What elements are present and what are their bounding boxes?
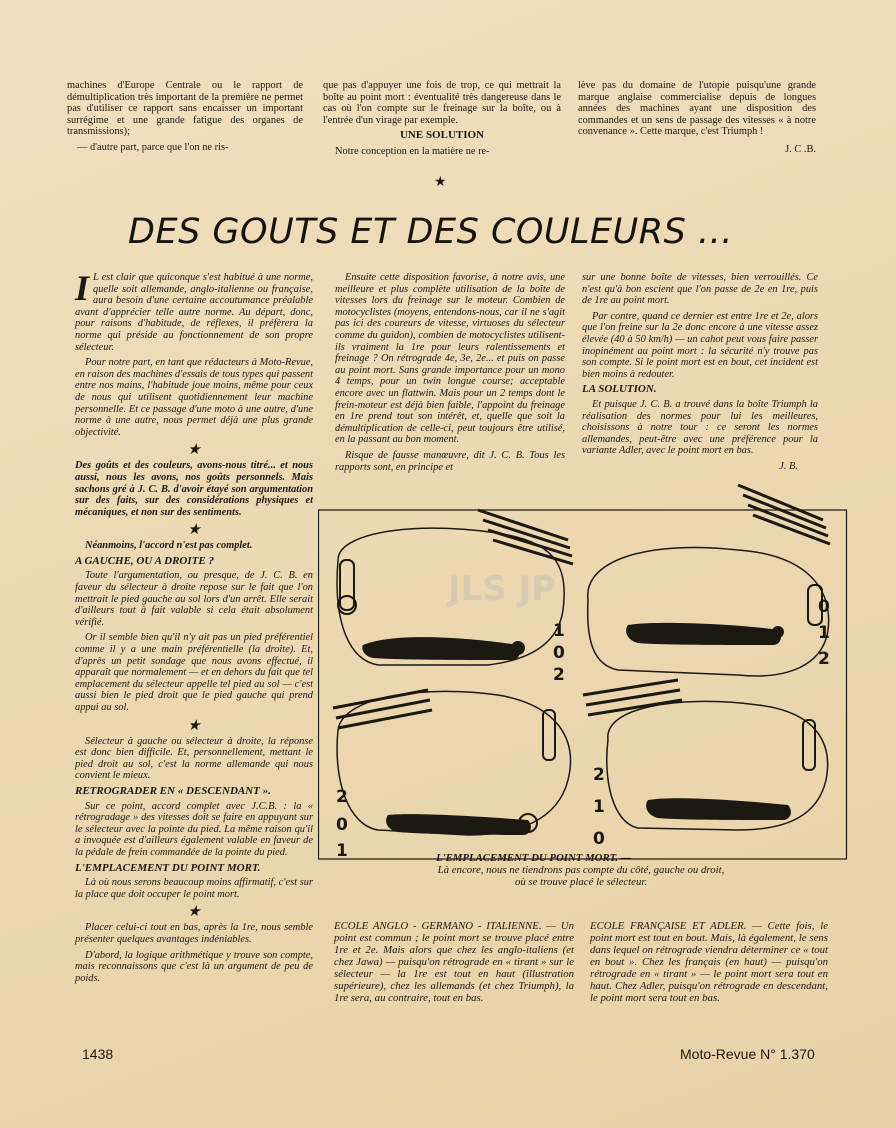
paragraph: Pour notre part, en tant que rédacteurs à Moto-Revue, en raison des machines d'essais de tous types qui passent entre nos mains, l'habitude joue moins, même pour ceux de nous qui utilisent quotidiennement leur machine personnelle. Et ce passage d'une moto à une autre, d'une norme à une autre, nous permet déjà une plus grande objectivité. [75, 357, 314, 438]
paragraph: Par contre, quand ce dernier est entre 1re et 2e, alors que l'on freine sur la 2e donc encore à une vitesse assez élevée (40 à 50 km/h) — un cahot peut vous faire passer inopinément au point mort : la sécurité n'y trouve pas son compte. Si le point mort est en bout, cet incident est bien moins à redouter. [582, 310, 818, 380]
section-heading: UNE SOLUTION [399, 129, 485, 142]
drop-cap: I [75, 268, 90, 308]
section-heading: RETROGRADER EN « DESCENDANT ». [75, 784, 271, 797]
paragraph: — d'autre part, parce que l'on ne ris- [77, 141, 229, 153]
magazine-issue: Moto-Revue N° 1.370 [680, 1046, 815, 1062]
paragraph-text: L est clair que quiconque s'est habitué à une norme, quelle soit allemande, anglo-italienne ou française, aura besoin d'une certaine accoutumance préalable avant d'apprécier telle autre norme. Au départ, donc, pour raisons d'habitude, de réflexes, il préfèrera la norme qui préside au fonctionnement de son propre sélecteur. [75, 272, 313, 353]
paragraph: Des goûts et des couleurs, avons-nous titré... et nous aussi, nous les avons, nos goûts personnels. Mais sachons gré à J. C. B. d'avoir étayé son argumentation sur des faits, sur des considérations physiques et mécaniques, et non sur des sentiments. [75, 460, 313, 518]
paragraph: Notre conception en la matière ne re- [335, 145, 490, 157]
gear-label-2: 2 [336, 787, 348, 807]
paragraph: sur une bonne boîte de vitesses, bien verrouillés. Ce n'est qu'à bon escient que l'on passe de 2e en 1re, puis de 1re au point mort. [582, 272, 818, 307]
paragraph: Sur ce point, accord complet avec J.C.B. : la « rétrogradage » des vitesses doit se faire en appuyant sur le sélecteur avec la pointe du pied. La même raison qu'il a invoquée est d'ailleurs également valable en faveur de la pédale de frein commandée de la pointe du pied. [75, 800, 313, 858]
gear-label-1: 1 [336, 841, 348, 860]
paragraph: que pas d'appuyer une fois de trop, ce qui mettrait la boîte au point mort : éventualité très dangereuse dans le cas où l'on compte sur le freinage sur la boîte, ou à l'entrée d'un virage par exemple. [323, 80, 561, 126]
paragraph: Or il semble bien qu'il n'y ait pas un pied préférentiel comme il y a une main préférentielle (la droite). Et, d'après un petit sondage que nous avons effectué, il apparaît que normalement — et en dehors du fait que tel emplacement du sélecteur appelle tel pied au sol — c'est aussi bien le pied droit que le pied gauche qui prend appui au sol. [75, 632, 313, 713]
gear-label-1: 1 [553, 621, 565, 641]
page-number: 1438 [82, 1046, 114, 1062]
paragraph: machines d'Europe Centrale ou le rapport de démultiplication très important de la première ne permet pas d'utiliser ce rapport sans encaisser un important surrégime et une grande fatigue des organes de transmissions); [67, 80, 303, 138]
signature: J. B. [779, 460, 798, 472]
paragraph: Et puisque J. C. B. a trouvé dans la boîte Triumph la réalisation des normes pour lui les meilleures, choisissons à notre tour : ce seront les normes allemandes, peut-être avec une préférence pour la variante Adler, avec le point mort en bas. [582, 398, 818, 457]
caption-anglo-germano-italienne: ECOLE ANGLO - GERMANO - ITALIENNE. — Un point est commun ; le point mort se trouve placé entre 1re et 2e. Mais alors que chez les anglo-italiens (et chez Jawa) — puisqu'on rétrograde en « tirant » sur le sélecteur — la 1re est tout en haut (illustration supérieure), chez les allemands (et chez Triumph), la 1re sera, au contraire, tout en bas. [334, 920, 574, 1004]
section-heading: A GAUCHE, OU A DROITE ? [75, 554, 214, 567]
section-heading: L'EMPLACEMENT DU POINT MORT. [75, 861, 261, 874]
article-column-middle [335, 272, 565, 477]
article-column-left [75, 268, 314, 988]
caption-text: Là encore, nous ne tiendrons pas compte du côté, gauche ou droit, où se trouve placé le sélecteur. [437, 864, 725, 888]
gear-label-0: 0 [553, 643, 565, 663]
star-ornament: ★ [187, 717, 201, 734]
paragraph: Sélecteur à gauche ou sélecteur à droite, la réponse est donc bien difficile. Et, personnellement, mettant le pied droit au sol, c'est la norme allemande qui nous convient le mieux. [75, 735, 313, 782]
section-heading: LA SOLUTION. [582, 383, 657, 396]
paragraph [75, 268, 313, 353]
article-column-right [582, 272, 818, 477]
top-column-2 [323, 80, 561, 162]
paragraph: Toute l'argumentation, ou presque, de J. C. B. en faveur du sélecteur à droite repose sur le fait que l'on mettrait le pied gauche au sol lors d'un arrêt. Elle serait d'ailleurs tout à fait valable si cela était absolument vérifié. [75, 570, 313, 628]
paragraph: Néanmoins, l'accord n'est pas complet. [85, 540, 253, 552]
caption-ecole-francaise-adler: ECOLE FRANÇAISE ET ADLER. — Cette fois, le point mort est tout en bout. Mais, là également, le sens dans lequel on rétrograde viendra déterminer ce « tout en bout ». Chez les français (en haut) — puisqu'on rétrograde en « tirant » — le point mort sera tout en haut. Chez Adler, puisqu'on rétrograde en descendant, le point mort sera tout en bas. [590, 920, 828, 1004]
engine-sketch-bottom-left [333, 690, 570, 835]
gear-label-0: 0 [818, 597, 830, 617]
engine-sketch-bottom-right [583, 680, 828, 830]
star-ornament: ★ [187, 442, 201, 459]
paragraph: Risque de fausse manœuvre, dit J. C. B. Tous les rapports sont, en principe et [335, 449, 565, 473]
paragraph: lève pas du domaine de l'utopie puisqu'une grande marque anglaise commercialise depuis de longues années des machines ayant une disposition des commandes et un sens de passage des vitesses « à notre convenance ». Cette marque, c'est Triumph ! [578, 80, 816, 138]
gear-selector-illustration [318, 480, 848, 860]
gear-label-2: 2 [553, 665, 565, 685]
signature: J. C .B. [785, 143, 816, 155]
star-ornament: ★ [434, 175, 447, 190]
paragraph: Placer celui-ci tout en bas, après la 1re, nous semble présenter quelques avantages indéniables. [75, 922, 313, 945]
gear-label-0: 0 [336, 815, 348, 835]
gear-label-1: 1 [593, 797, 605, 817]
paragraph: Ensuite cette disposition favorise, à notre avis, une meilleure et plus complète utilisation de la boîte de vitesses lors du freinage sur le moteur. Combien de motocyclistes (moyens, entendons-nous, car il ne s'agit pas ici des coureurs de vitesse, virtuoses du sélecteur comme du guidon), combien de motocyclistes utilisent-ils vraiment la 1re pour leurs ralentissements et freinage ? On rétrograde 4e, 3e, 2e... et puis on passe au point mort. Sans grande importance pour un mono 4 temps, pour un twin longue course; acceptable encore avec un flattwin. Mais pour un 2 temps dont le frein-moteur est déjà bien faible, l'appoint du freinage en 1re prend tout son intérêt, et, quelle que soit la démultiplication de celle-ci, peut toujours être utilisé, en la passant au bon moment. [335, 272, 565, 446]
top-column-3 [578, 80, 816, 160]
paragraph: D'abord, la logique arithmétique y trouve son compte, mais reconnaissons que c'est là un argument de peu de poids. [75, 949, 313, 984]
star-ornament: ★ [187, 904, 201, 921]
gear-label-2: 2 [593, 765, 605, 785]
star-ornament: ★ [187, 522, 201, 539]
watermark-text: JLS JP [448, 569, 557, 609]
caption-heading: L'EMPLACEMENT DU POINT MORT. — [436, 852, 632, 864]
top-column-1 [67, 80, 303, 158]
gear-label-2: 2 [818, 649, 830, 669]
article-title: DES GOUTS ET DES COULEURS ... [128, 212, 733, 252]
paragraph: Là où nous serons beaucoup moins affirmatif, c'est sur la place que doit occuper le point mort. [75, 877, 313, 900]
engine-sketch-top-right [588, 485, 830, 676]
gear-label-1: 1 [818, 623, 830, 643]
gear-label-0: 0 [593, 829, 605, 849]
figure-caption [436, 852, 726, 888]
